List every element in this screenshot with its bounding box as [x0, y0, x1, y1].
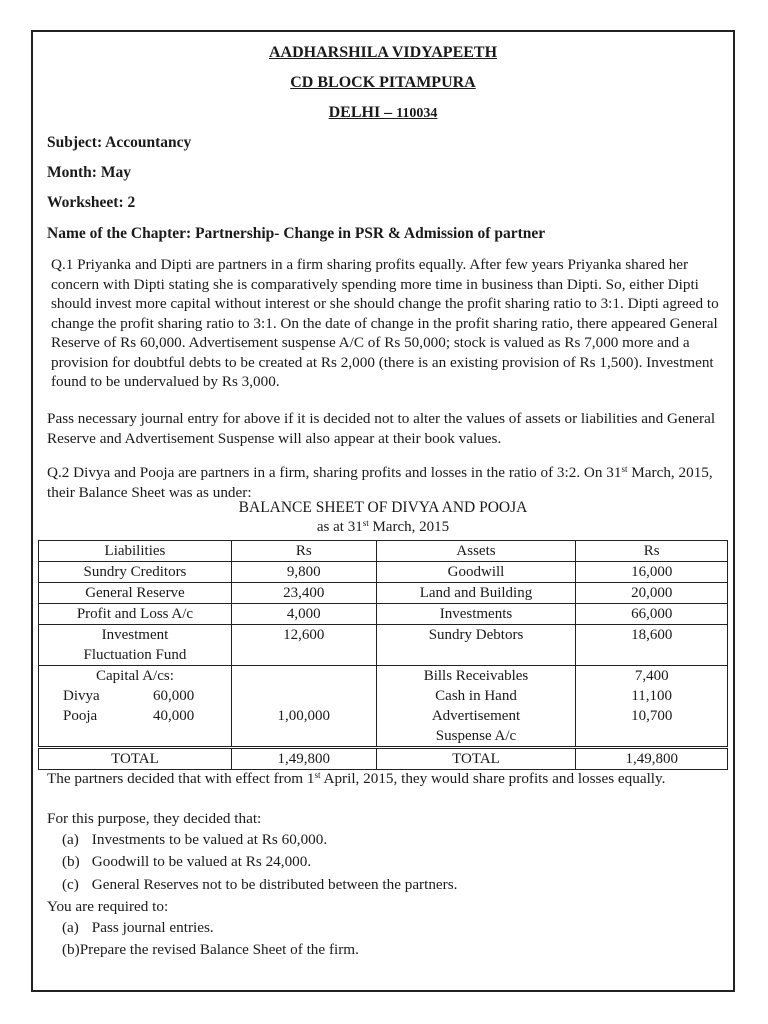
- item-text: Goodwill to be valued at Rs 24,000.: [91, 853, 312, 870]
- table-row: [39, 604, 728, 625]
- month-line: Month: May: [47, 164, 131, 181]
- asset-name: Bills Receivables: [423, 668, 529, 684]
- liability-amount: 4,000: [231, 604, 376, 625]
- liability-name: Sundry Creditors: [39, 562, 232, 583]
- city-label: DELHI –: [328, 104, 397, 121]
- liability-amount: 23,400: [231, 583, 376, 604]
- capital-label: Capital A/cs:: [95, 668, 174, 684]
- question-1: Q.1 Priyanka and Dipti are partners in a firm sharing profits equally. After few years Priyanka shared her concern with Dipti stating she is comparatively spending more time in business than Dipti. So, either Dipti should invest more capital without interest or she should change the profit sharing ratio to 3:1. Dipti agreed to change the profit sharing ratio to 3:1. On the date of change in the profit sharing ratio, there appeared General Reserve of Rs 60,000. Advertisement suspense A/C of Rs 50,000; stock is valued as Rs 7,000 more and a provision for doubtful debts to be created at Rs 2,000 (there is an existing provision of Rs 1,500). Investment found to be undervalued by Rs 3,000.: [51, 256, 719, 390]
- asset-amount: 16,000: [576, 562, 728, 583]
- partner-capital: 60,000: [153, 688, 195, 704]
- bs-date-b: March, 2015: [368, 519, 450, 535]
- table-row: [39, 666, 728, 748]
- table-row: [39, 562, 728, 583]
- capital-total: [231, 666, 376, 748]
- capital-total-value: 1,00,000: [277, 708, 330, 724]
- question-2-intro: [47, 463, 727, 502]
- liability-amount: 12,600: [231, 625, 376, 666]
- asset-name: Suspense A/c: [435, 728, 517, 744]
- school-block: CD BLOCK PITAMPURA: [290, 74, 476, 91]
- school-name: AADHARSHILA VIDYAPEETH: [268, 44, 498, 61]
- asset-name: Land and Building: [376, 583, 576, 604]
- partner-capital: 40,000: [153, 708, 195, 724]
- list-item: [62, 940, 359, 960]
- after-sup: st: [314, 770, 321, 780]
- q2-text-a: Q.2 Divya and Pooja are partners in a firm, sharing profits and losses in the ratio of 3:2. On 31: [47, 464, 622, 481]
- bs-date-sup: st: [362, 518, 369, 528]
- header-liabilities: Liabilities: [39, 541, 232, 562]
- assets-total: 1,49,800: [576, 748, 728, 770]
- asset-name: Cash in Hand: [435, 688, 517, 704]
- header-assets: Assets: [376, 541, 576, 562]
- partner-row: [43, 706, 227, 726]
- asset-amount: 66,000: [576, 604, 728, 625]
- asset-amount: 11,100: [631, 688, 673, 704]
- asset-name: Sundry Debtors: [376, 625, 576, 666]
- capital-accounts: [39, 666, 232, 748]
- asset-amount: 20,000: [576, 583, 728, 604]
- chapter-line: Name of the Chapter: Partnership- Change in PSR & Admission of partner: [47, 225, 546, 242]
- item-label: (b): [62, 853, 80, 870]
- pin-code: 110034: [396, 106, 438, 121]
- header-rs-liabilities: Rs: [231, 541, 376, 562]
- item-label: (a): [62, 919, 79, 936]
- asset-amount: 18,600: [576, 625, 728, 666]
- asset-name: Goodwill: [376, 562, 576, 583]
- item-label: (b): [62, 941, 80, 958]
- assets-total-label: TOTAL: [376, 748, 576, 770]
- total-label: TOTAL: [39, 748, 232, 770]
- asset-amounts: [576, 666, 728, 748]
- liability-amount: 9,800: [231, 562, 376, 583]
- worksheet-line: Worksheet: 2: [47, 194, 136, 211]
- question-1-instruction: Pass necessary journal entry for above if it is decided not to alter the values of assets or liabilities and General Reserve and Advertisement Suspense will also appear at their book values.: [47, 410, 716, 447]
- item-text: Pass journal entries.: [91, 919, 214, 936]
- list-item: [62, 852, 311, 872]
- liability-name: [39, 625, 232, 666]
- header-rs-assets: Rs: [576, 541, 728, 562]
- balance-sheet-date: [31, 519, 735, 536]
- after-paragraph: [47, 769, 737, 789]
- school-city: [31, 104, 735, 122]
- balance-sheet-title: BALANCE SHEET OF DIVYA AND POOJA: [238, 499, 528, 516]
- item-text: General Reserves not to be distributed between the partners.: [91, 876, 458, 893]
- asset-amount: 10,700: [631, 708, 673, 724]
- item-label: (a): [62, 831, 79, 848]
- q2-text-b: March, 2015, their Balance Sheet was as under:: [47, 464, 713, 501]
- requirement-line: You are required to:: [47, 898, 169, 915]
- table-header-row: [39, 541, 728, 562]
- table-row: [39, 583, 728, 604]
- liability-name: General Reserve: [39, 583, 232, 604]
- list-item: [62, 875, 457, 895]
- item-text: Prepare the revised Balance Sheet of the firm.: [79, 941, 359, 958]
- purpose-line: For this purpose, they decided that:: [47, 810, 262, 827]
- item-label: (c): [62, 876, 79, 893]
- asset-amount: 7,400: [634, 668, 669, 684]
- asset-names: [376, 666, 576, 748]
- liability-name: Profit and Loss A/c: [39, 604, 232, 625]
- table-row: [39, 625, 728, 666]
- ifund-line-1: Investment: [101, 627, 169, 643]
- q2-sup: st: [621, 464, 628, 474]
- subject-line: Subject: Accountancy: [47, 134, 192, 151]
- item-text: Investments to be valued at Rs 60,000.: [91, 831, 328, 848]
- asset-name: Investments: [376, 604, 576, 625]
- liabilities-total: 1,49,800: [231, 748, 376, 770]
- after-text-b: April, 2015, they would share profits and losses equally.: [320, 770, 666, 787]
- bs-date-a: as at 31: [316, 519, 363, 535]
- after-text-a: The partners decided that with effect from 1: [47, 770, 315, 787]
- partner-name: Pooja: [63, 708, 98, 724]
- ifund-line-2: Fluctuation Fund: [83, 647, 187, 663]
- list-item: [62, 830, 327, 850]
- list-item: [62, 918, 214, 938]
- total-row: [39, 748, 728, 770]
- asset-name: Advertisement: [431, 708, 521, 724]
- balance-sheet-table: [38, 540, 728, 770]
- partner-name: Divya: [63, 688, 100, 704]
- partner-row: [43, 686, 227, 706]
